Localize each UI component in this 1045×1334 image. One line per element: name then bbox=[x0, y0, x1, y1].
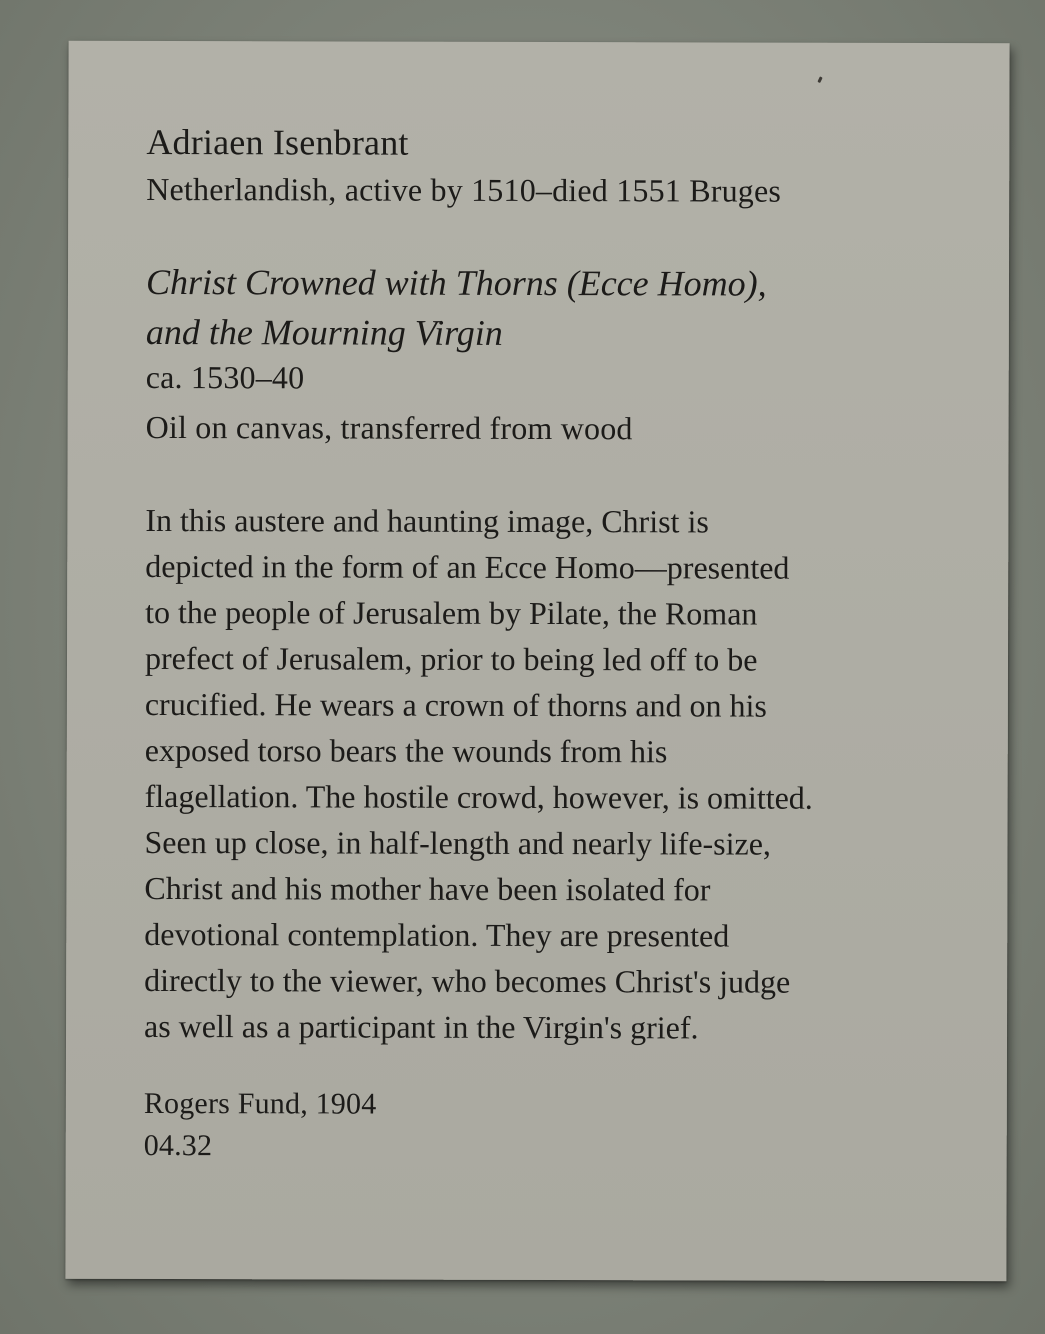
artwork-title-line: Christ Crowned with Thorns (Ecce Homo), bbox=[145, 261, 767, 304]
artwork-medium: Oil on canvas, transferred from wood bbox=[145, 408, 633, 447]
description-line: as well as a participant in the Virgin's grief. bbox=[143, 1007, 699, 1046]
accession-number: 04.32 bbox=[143, 1128, 213, 1163]
artist-nationality-dates: Netherlandish, active by 1510–died 1551 Bruges bbox=[146, 170, 782, 209]
description-line: Seen up close, in half-length and nearly life-size, bbox=[144, 823, 772, 862]
description-line: depicted in the form of an Ecce Homo—presented bbox=[145, 547, 790, 586]
credit-line: Rogers Fund, 1904 bbox=[143, 1086, 377, 1121]
artwork-date: ca. 1530–40 bbox=[145, 358, 305, 396]
card-speck bbox=[817, 76, 822, 83]
artwork-title-line: and the Mourning Virgin bbox=[145, 311, 503, 353]
description-line: crucified. He wears a crown of thorns and on his bbox=[144, 685, 767, 724]
description-line: exposed torso bears the wounds from his bbox=[144, 731, 668, 770]
description-line: flagellation. The hostile crowd, however, is omitted. bbox=[144, 777, 813, 816]
artwork-description bbox=[144, 497, 814, 1051]
artist-name: Adriaen Isenbrant bbox=[146, 121, 409, 163]
artwork-title bbox=[146, 257, 767, 359]
description-line: In this austere and haunting image, Christ is bbox=[145, 501, 709, 540]
description-line: devotional contemplation. They are presented bbox=[144, 915, 730, 954]
description-line: directly to the viewer, who becomes Christ's judge bbox=[144, 961, 791, 1000]
description-line: prefect of Jerusalem, prior to being led off to be bbox=[144, 639, 758, 678]
description-line: to the people of Jerusalem by Pilate, the Roman bbox=[145, 593, 758, 632]
museum-wall-label bbox=[65, 41, 1009, 1281]
description-line: Christ and his mother have been isolated for bbox=[144, 869, 711, 908]
